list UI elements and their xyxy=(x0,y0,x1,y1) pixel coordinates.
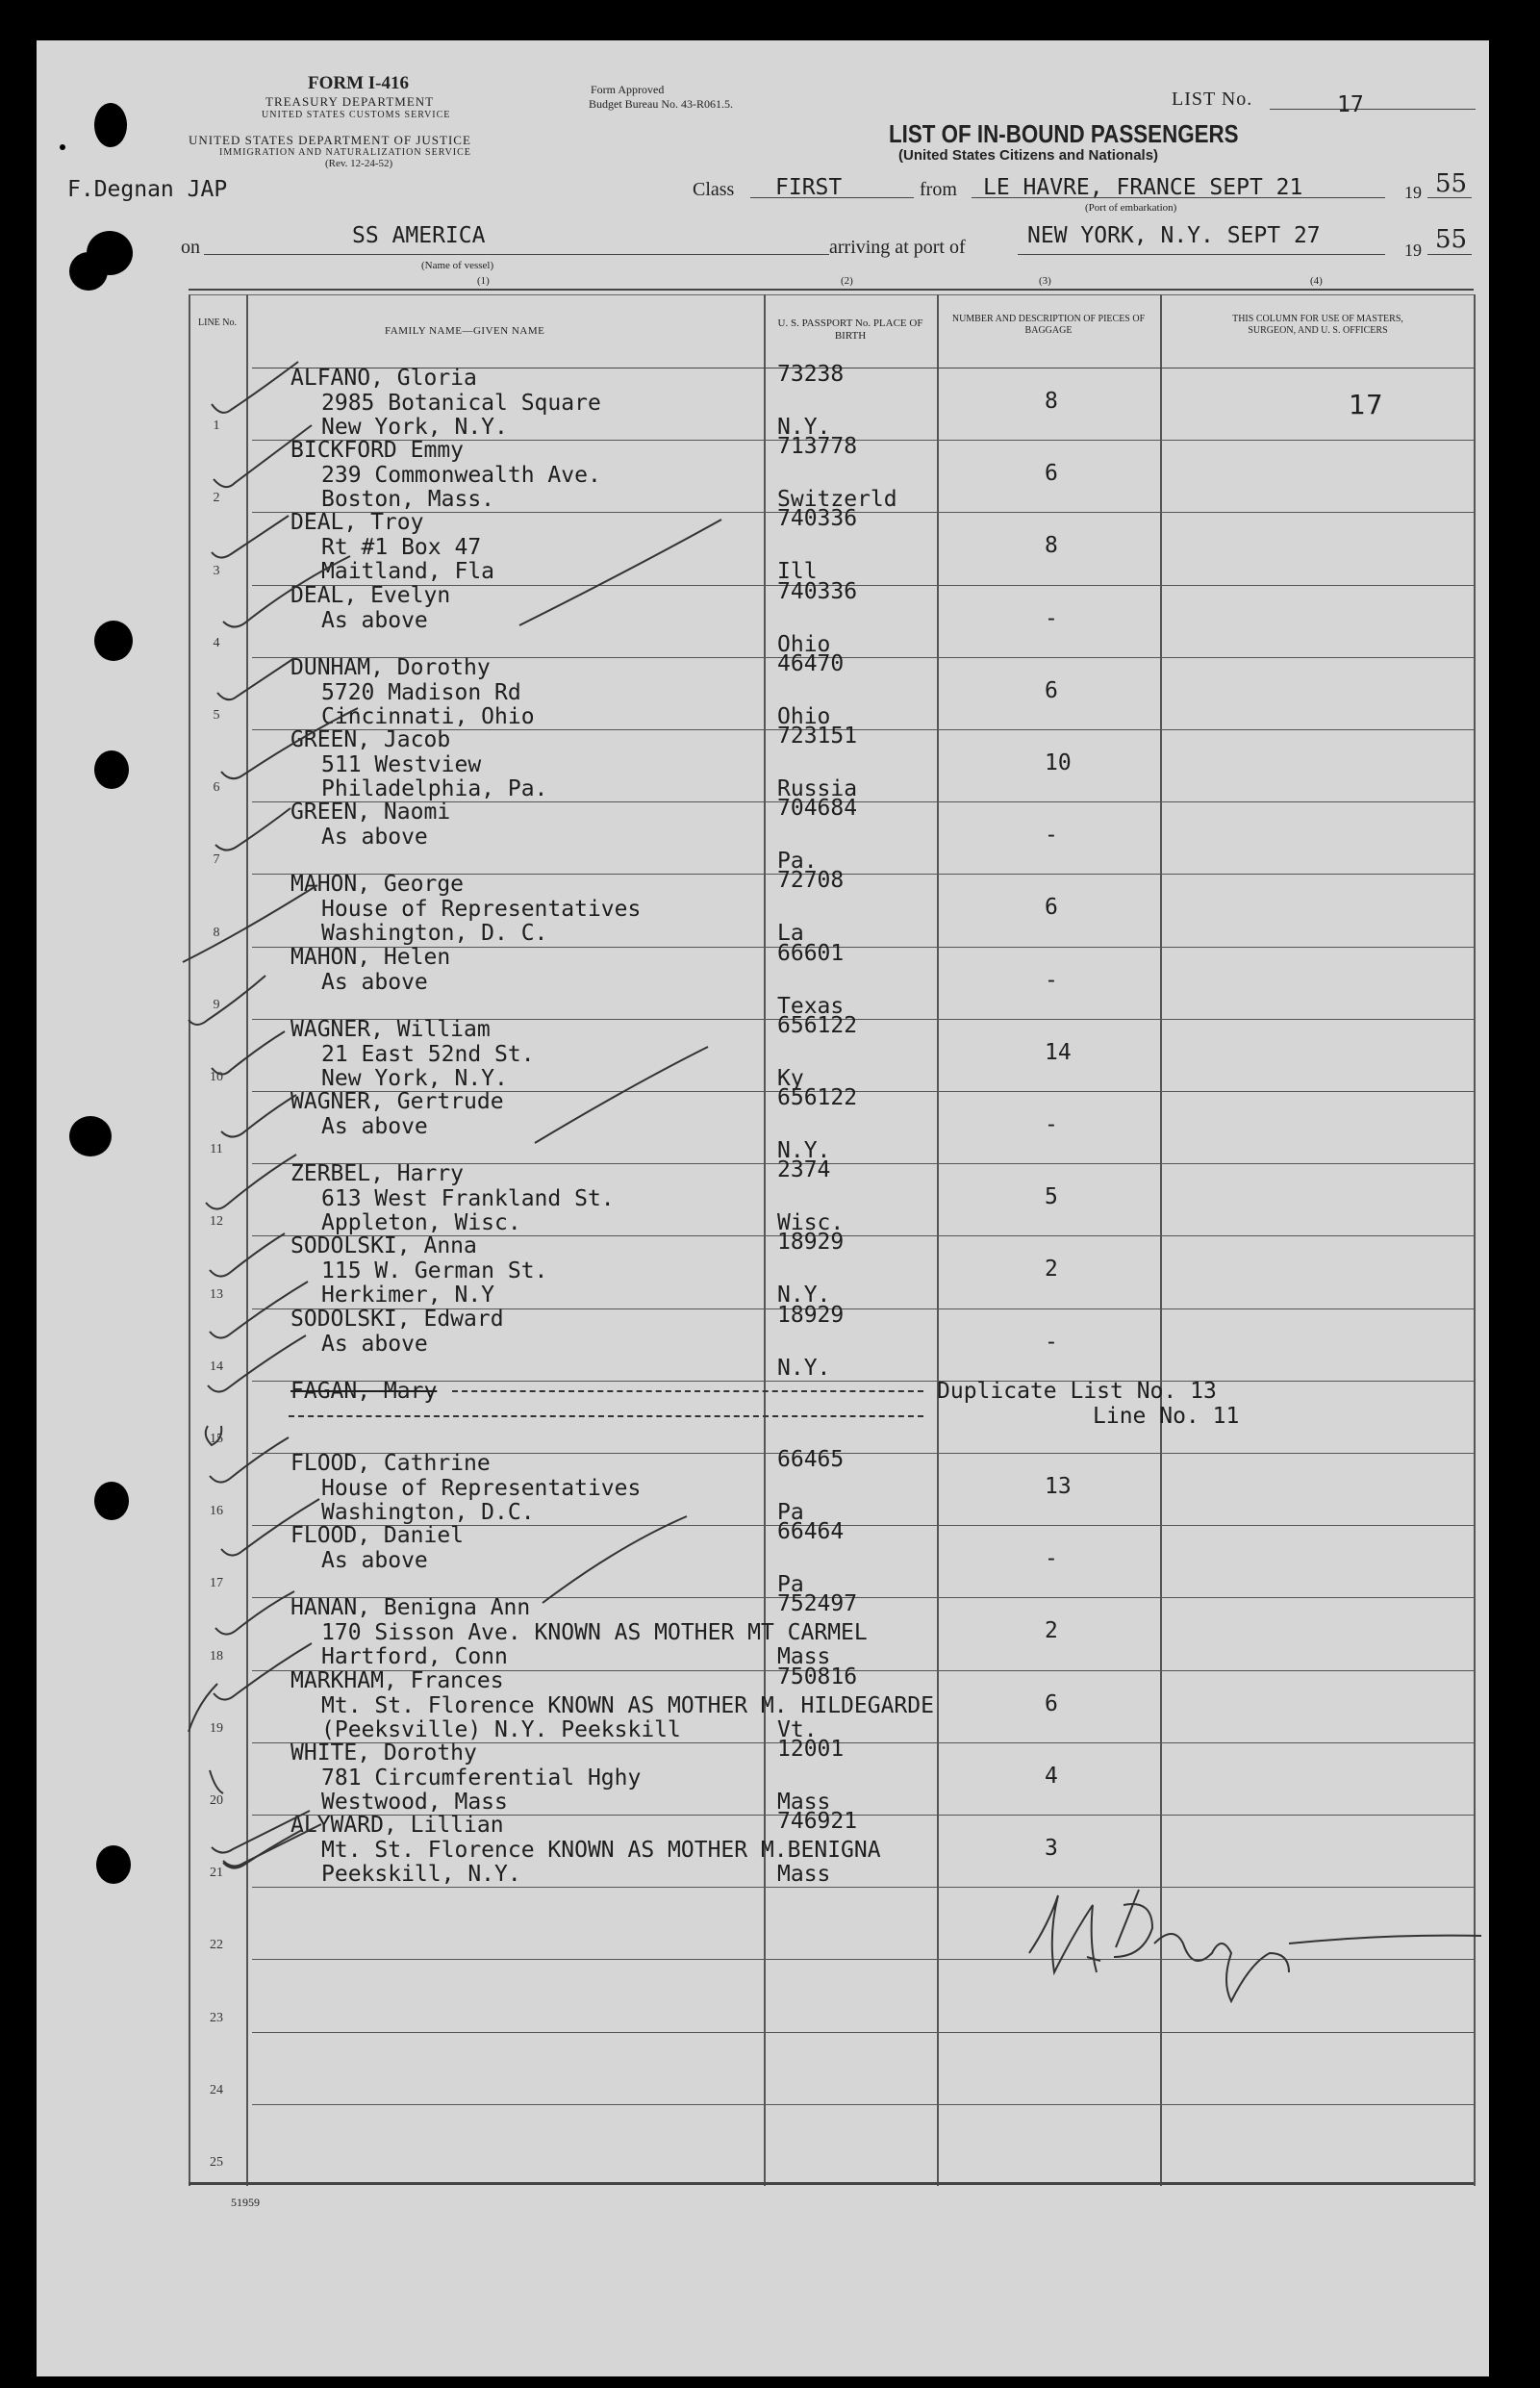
passport-number: 66601 xyxy=(777,940,845,966)
passenger-address-1: Rt #1 Box 47 xyxy=(321,535,482,561)
passenger-address-2: Washington, D. C. xyxy=(321,921,548,947)
baggage-count: - xyxy=(1045,823,1058,849)
passport-number: 73238 xyxy=(777,362,845,387)
line-number: 14 xyxy=(210,1359,223,1374)
passenger-address-1: Mt. St. Florence KNOWN AS MOTHER M.BENIGNA xyxy=(321,1838,881,1863)
passenger-name: WHITE, Dorothy xyxy=(290,1740,477,1766)
passenger-address-1: 21 East 52nd St. xyxy=(321,1041,535,1067)
passenger-name: FAGAN, Mary xyxy=(290,1378,438,1404)
passenger-name: SODOLSKI, Edward xyxy=(290,1306,504,1332)
line-number: 12 xyxy=(210,1214,223,1229)
arrival-year: 55 xyxy=(1435,225,1468,254)
form-approved: Form Approved xyxy=(591,83,665,96)
class-value: FIRST xyxy=(775,175,843,200)
clerk-initials: F.Degnan JAP xyxy=(67,177,228,202)
passenger-address-2: Westwood, Mass xyxy=(321,1789,508,1815)
line-number: 1 xyxy=(213,419,220,433)
line-number: 25 xyxy=(210,2155,223,2170)
place-of-birth: La xyxy=(777,921,804,947)
place-of-birth: Mass xyxy=(777,1644,831,1670)
passport-number: 746921 xyxy=(777,1809,858,1834)
place-of-birth: Wisc. xyxy=(777,1210,845,1236)
place-of-birth: N.Y. xyxy=(777,415,831,440)
baggage-count: 3 xyxy=(1045,1836,1058,1861)
passenger-address-1: As above xyxy=(321,607,428,633)
baggage-count: 14 xyxy=(1045,1039,1072,1065)
line-number: 15 xyxy=(210,1432,223,1446)
place-of-birth: Texas xyxy=(777,993,845,1019)
duplicate-note-line: Line No. 11 xyxy=(1093,1403,1240,1429)
vessel-caption: (Name of vessel) xyxy=(421,260,494,271)
passport-number: 704684 xyxy=(777,796,858,822)
place-of-birth: N.Y. xyxy=(777,1355,831,1381)
arrival-port: NEW YORK, N.Y. SEPT 27 xyxy=(1027,223,1321,248)
passenger-address-1: As above xyxy=(321,825,428,851)
arriving-label: arriving at port of xyxy=(829,237,966,258)
place-of-birth: Vt. xyxy=(777,1716,818,1742)
passport-number: 723151 xyxy=(777,724,858,749)
place-of-birth: N.Y. xyxy=(777,1138,831,1163)
passport-number: 46470 xyxy=(777,650,845,676)
from-label: from xyxy=(920,179,957,200)
passenger-address-1: 2985 Botanical Square xyxy=(321,391,601,416)
col-header-line-no: LINE No. xyxy=(198,318,237,328)
col-header-passport: U. S. PASSPORT No. PLACE OF BIRTH xyxy=(777,318,923,342)
baggage-count: - xyxy=(1045,605,1058,631)
col-num-3: (3) xyxy=(1039,275,1051,287)
line-number: 8 xyxy=(213,926,220,940)
line-number: 7 xyxy=(213,852,220,867)
line-number: 19 xyxy=(210,1721,223,1736)
passenger-address-2: Appleton, Wisc. xyxy=(321,1210,521,1236)
passenger-address-2: (Peeksville) N.Y. Peekskill xyxy=(321,1716,681,1742)
passenger-name: GREEN, Jacob xyxy=(290,727,451,752)
passenger-name: ZERBEL, Harry xyxy=(290,1161,465,1187)
passenger-address-1: House of Representatives xyxy=(321,1476,642,1501)
passport-number: 752497 xyxy=(777,1591,858,1617)
passport-number: 656122 xyxy=(777,1012,858,1038)
place-of-birth: Mass xyxy=(777,1789,831,1815)
passport-number: 18929 xyxy=(777,1230,845,1256)
passenger-name: HANAN, Benigna Ann xyxy=(290,1595,531,1621)
baggage-count: 4 xyxy=(1045,1763,1058,1789)
passenger-address-1: 115 W. German St. xyxy=(321,1258,548,1284)
line-number: 24 xyxy=(210,2083,223,2097)
col-header-baggage: NUMBER AND DESCRIPTION OF PIECES OF BAGGAGE xyxy=(951,314,1146,336)
passenger-name: WAGNER, William xyxy=(290,1016,491,1042)
line-number: 21 xyxy=(210,1866,223,1880)
passenger-address-1: 5720 Madison Rd xyxy=(321,679,521,705)
place-of-birth: Ohio xyxy=(777,703,831,729)
baggage-count: - xyxy=(1045,1112,1058,1137)
passenger-address-2: New York, N.Y. xyxy=(321,1065,508,1091)
passenger-name: WAGNER, Gertrude xyxy=(290,1089,504,1114)
place-of-birth: Russia xyxy=(777,776,858,801)
place-of-birth: Pa xyxy=(777,1500,804,1525)
class-label: Class xyxy=(693,179,735,200)
place-of-birth: Mass xyxy=(777,1862,831,1887)
passenger-address-1: As above xyxy=(321,1114,428,1139)
passenger-address-2: Boston, Mass. xyxy=(321,487,495,513)
line-number: 22 xyxy=(210,1938,223,1952)
passport-number: 750816 xyxy=(777,1664,858,1689)
col-num-2: (2) xyxy=(841,275,853,287)
baggage-count: - xyxy=(1045,1546,1058,1572)
place-of-birth: Ill xyxy=(777,559,818,585)
duplicate-note: Duplicate List No. 13 xyxy=(937,1378,1217,1404)
passport-number: 66464 xyxy=(777,1519,845,1545)
passenger-address-1: As above xyxy=(321,1331,428,1357)
port-of-embarkation: LE HAVRE, FRANCE SEPT 21 xyxy=(983,175,1303,200)
baggage-count: - xyxy=(1045,967,1058,993)
passenger-address-1: 511 Westview xyxy=(321,752,482,777)
on-label: on xyxy=(181,237,200,258)
passenger-name: MAHON, Helen xyxy=(290,944,451,970)
baggage-count: - xyxy=(1045,1329,1058,1355)
passport-number: 740336 xyxy=(777,578,858,604)
baggage-count: 8 xyxy=(1045,533,1058,559)
line-number: 3 xyxy=(213,564,220,578)
baggage-count: 6 xyxy=(1045,677,1058,703)
passenger-name: GREEN, Naomi xyxy=(290,800,451,826)
passenger-address-1: 613 West Frankland St. xyxy=(321,1186,615,1212)
baggage-count: 6 xyxy=(1045,1690,1058,1716)
passport-number: 18929 xyxy=(777,1302,845,1328)
arrival-year-prefix: 19 xyxy=(1404,241,1422,260)
passenger-address-2: Maitland, Fla xyxy=(321,559,495,585)
line-number: 17 xyxy=(210,1576,223,1590)
line-number: 16 xyxy=(210,1504,223,1518)
place-of-birth: Ky xyxy=(777,1065,804,1091)
revision-date: (Rev. 12-24-52) xyxy=(325,158,393,169)
justice-dept: UNITED STATES DEPARTMENT OF JUSTICE xyxy=(189,133,471,147)
passenger-address-1: 239 Commonwealth Ave. xyxy=(321,463,601,489)
passenger-address-2: Peekskill, N.Y. xyxy=(321,1862,521,1887)
place-of-birth: Pa. xyxy=(777,849,818,875)
line-number: 23 xyxy=(210,2011,223,2025)
officer-note: 17 xyxy=(1349,389,1383,420)
passport-number: 2374 xyxy=(777,1157,831,1183)
col-num-1: (1) xyxy=(477,275,490,287)
line-number: 13 xyxy=(210,1287,223,1302)
form-code: 51959 xyxy=(231,2196,260,2209)
col-num-4: (4) xyxy=(1310,275,1323,287)
baggage-count: 13 xyxy=(1045,1474,1072,1499)
form-number: FORM I-416 xyxy=(308,73,410,93)
passenger-name: DUNHAM, Dorothy xyxy=(290,654,491,680)
passport-number: 740336 xyxy=(777,506,858,532)
passport-number: 656122 xyxy=(777,1085,858,1110)
line-number: 2 xyxy=(213,491,220,505)
baggage-count: 6 xyxy=(1045,895,1058,921)
passenger-name: DEAL, Troy xyxy=(290,510,424,536)
list-number: 17 xyxy=(1337,92,1364,117)
baggage-count: 5 xyxy=(1045,1184,1058,1210)
place-of-birth: Switzerld xyxy=(777,487,897,513)
line-number: 4 xyxy=(213,636,220,650)
treasury-dept: TREASURY DEPARTMENT xyxy=(265,94,435,109)
passenger-name: BICKFORD Emmy xyxy=(290,438,465,464)
vessel-name: SS AMERICA xyxy=(352,223,486,248)
list-no-label: LIST No. xyxy=(1172,89,1253,110)
passenger-address-2: Cincinnati, Ohio xyxy=(321,703,535,729)
passenger-address-2: Herkimer, N.Y xyxy=(321,1283,495,1308)
ins-service: IMMIGRATION AND NATURALIZATION SERVICE xyxy=(219,147,471,158)
page-subtitle: (United States Citizens and Nationals) xyxy=(898,147,1159,164)
passenger-name: ALYWARD, Lillian xyxy=(290,1813,504,1838)
customs-service: UNITED STATES CUSTOMS SERVICE xyxy=(262,110,451,120)
passenger-address-1: House of Representatives xyxy=(321,897,642,923)
line-number: 10 xyxy=(210,1070,223,1084)
budget-bureau: Budget Bureau No. 43-R061.5. xyxy=(589,97,733,111)
line-number: 9 xyxy=(213,998,220,1012)
line-number: 20 xyxy=(210,1793,223,1808)
baggage-count: 10 xyxy=(1045,750,1072,775)
passenger-name: ALFANO, Gloria xyxy=(290,366,477,391)
passenger-address-2: Hartford, Conn xyxy=(321,1644,508,1670)
passport-number: 72708 xyxy=(777,868,845,894)
passport-number: 12001 xyxy=(777,1736,845,1762)
passenger-name: MARKHAM, Frances xyxy=(290,1667,504,1693)
passenger-address-2: Washington, D.C. xyxy=(321,1500,535,1525)
passenger-name: SODOLSKI, Anna xyxy=(290,1233,477,1259)
passenger-name: FLOOD, Cathrine xyxy=(290,1451,491,1476)
page-title: LIST OF IN-BOUND PASSENGERS xyxy=(889,119,1239,148)
passenger-name: FLOOD, Daniel xyxy=(290,1523,465,1549)
baggage-count: 8 xyxy=(1045,389,1058,414)
port-embark-caption: (Port of embarkation) xyxy=(1085,202,1177,214)
embark-year: 55 xyxy=(1435,169,1468,198)
line-number: 6 xyxy=(213,780,220,795)
place-of-birth: Pa xyxy=(777,1572,804,1598)
baggage-count: 2 xyxy=(1045,1618,1058,1644)
passport-number: 713778 xyxy=(777,434,858,460)
passport-number: 66465 xyxy=(777,1447,845,1472)
passenger-name: MAHON, George xyxy=(290,872,465,898)
passenger-address-1: 781 Circumferential Hghy xyxy=(321,1765,642,1791)
col-header-name: FAMILY NAME—GIVEN NAME xyxy=(385,325,545,337)
place-of-birth: Ohio xyxy=(777,631,831,657)
line-number: 5 xyxy=(213,708,220,723)
line-number: 11 xyxy=(210,1142,223,1156)
passenger-address-1: 170 Sisson Ave. KNOWN AS MOTHER MT CARMEL xyxy=(321,1620,868,1646)
baggage-count: 2 xyxy=(1045,1257,1058,1283)
passenger-name: DEAL, Evelyn xyxy=(290,582,451,608)
place-of-birth: N.Y. xyxy=(777,1283,831,1308)
line-number: 18 xyxy=(210,1649,223,1664)
col-header-officers: THIS COLUMN FOR USE OF MASTERS, SURGEON, AND U. S. OFFICERS xyxy=(1232,314,1403,336)
baggage-count: 6 xyxy=(1045,461,1058,487)
passenger-address-1: Mt. St. Florence KNOWN AS MOTHER M. HILDEGARDE xyxy=(321,1692,934,1718)
year-prefix: 19 xyxy=(1404,183,1422,202)
passenger-address-2: New York, N.Y. xyxy=(321,415,508,440)
passenger-address-1: As above xyxy=(321,969,428,995)
passenger-address-2: Philadelphia, Pa. xyxy=(321,776,548,801)
passenger-address-1: As above xyxy=(321,1548,428,1574)
